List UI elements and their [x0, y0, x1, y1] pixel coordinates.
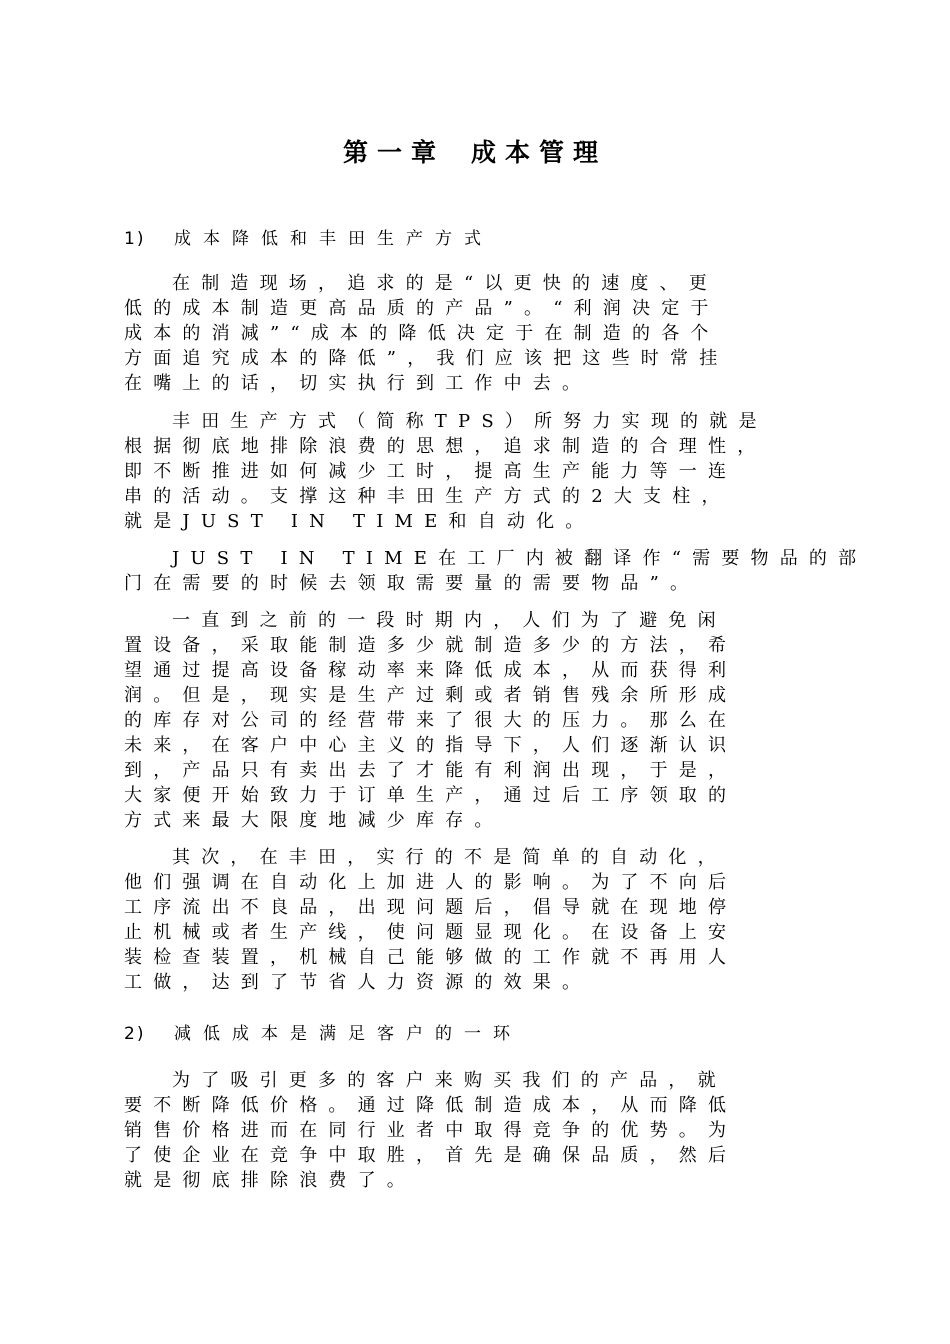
paragraph-line: 低的成本制造更高品质的产品”。“利润决定于	[124, 298, 720, 319]
paragraph	[124, 409, 814, 534]
chapter-number: 第一章	[342, 138, 445, 167]
paragraph-line: 工序流出不良品，出现问题后，倡导就在现地停	[124, 897, 738, 918]
paragraph-line: 望通过提高设备稼动率来降低成本，从而获得利	[124, 660, 738, 681]
paragraph-line: 门在需要的时候去领取需要量的需要物品”。	[124, 573, 700, 594]
paragraph-line: 串的活动。支撑这种丰田生产方式的2大支柱，	[124, 486, 731, 507]
paragraph-line: 就是JUST IN TIME和自动化。	[124, 511, 595, 532]
paragraph-line: 装检查装置，机械自己能够做的工作就不再用人	[124, 947, 738, 968]
paragraph-line: 一直到之前的一段时期内，人们为了避免闲	[172, 610, 727, 631]
paragraph-line: 要不断降低价格。通过降低制造成本，从而降低	[124, 1095, 738, 1116]
paragraph-line: 工做，达到了节省人力资源的效果。	[124, 972, 592, 993]
section-title: 成本降低和丰田生产方式	[174, 229, 493, 249]
paragraph-line: 丰田生产方式（简称TPS）所努力实现的就是	[172, 411, 768, 432]
paragraph-line: 销售价格进而在同行业者中取得竞争的优势。为	[124, 1120, 738, 1141]
paragraph-line: 的库存对公司的经营带来了很大的压力。那么在	[124, 710, 738, 731]
paragraph-line: 就是彻底排除浪费了。	[124, 1170, 416, 1191]
chapter-title	[0, 133, 950, 169]
paragraph-line: 了使企业在竞争中取胜，首先是确保品质，然后	[124, 1145, 738, 1166]
paragraph	[124, 608, 814, 833]
section-heading-2	[124, 1019, 522, 1044]
paragraph-line: 到，产品只有卖出去了才能有利润出现，于是，	[124, 760, 738, 781]
paragraph-line: 润。但是，现实是生产过剩或者销售残余所形成	[124, 685, 738, 706]
paragraph-line: 未来，在客户中心主义的指导下，人们逐渐认识	[124, 735, 738, 756]
section-number: 1)	[124, 229, 146, 249]
paragraph-line: 根据彻底地排除浪费的思想，追求制造的合理性，	[124, 436, 767, 457]
paragraph-line: 即不断推进如何减少工时，提高生产能力等一连	[124, 461, 738, 482]
paragraph	[124, 1068, 814, 1193]
paragraph-line: 置设备，采取能制造多少就制造多少的方法，希	[124, 635, 738, 656]
section-number: 2)	[124, 1024, 146, 1044]
paragraph-line: JUST IN TIME在工厂内被翻译作“需要物品的部	[172, 548, 868, 569]
paragraph-line: 在制造现场，追求的是“以更快的速度、更	[172, 273, 719, 294]
chapter-name: 成本管理	[471, 138, 608, 167]
section-heading-1	[124, 224, 493, 249]
paragraph	[124, 271, 814, 396]
paragraph-line: 止机械或者生产线，使问题显现化。在设备上安	[124, 922, 738, 943]
paragraph-line: 方面追究成本的降低”，我们应该把这些时常挂	[124, 348, 729, 369]
paragraph-line: 其次，在丰田，实行的不是简单的自动化，	[172, 847, 727, 868]
paragraph-line: 在嘴上的话，切实执行到工作中去。	[124, 373, 592, 394]
paragraph	[124, 546, 868, 596]
section-title: 减低成本是满足客户的一环	[174, 1024, 522, 1044]
paragraph-line: 大家便开始致力于订单生产，通过后工序领取的	[124, 785, 738, 806]
paragraph-line: 为了吸引更多的客户来购买我们的产品，就	[172, 1070, 727, 1091]
paragraph-line: 成本的消减”“成本的降低决定于在制造的各个	[124, 323, 720, 344]
paragraph	[124, 845, 814, 995]
paragraph-line: 方式来最大限度地减少库存。	[124, 810, 504, 831]
paragraph-line: 他们强调在自动化上加进人的影响。为了不向后	[124, 872, 738, 893]
